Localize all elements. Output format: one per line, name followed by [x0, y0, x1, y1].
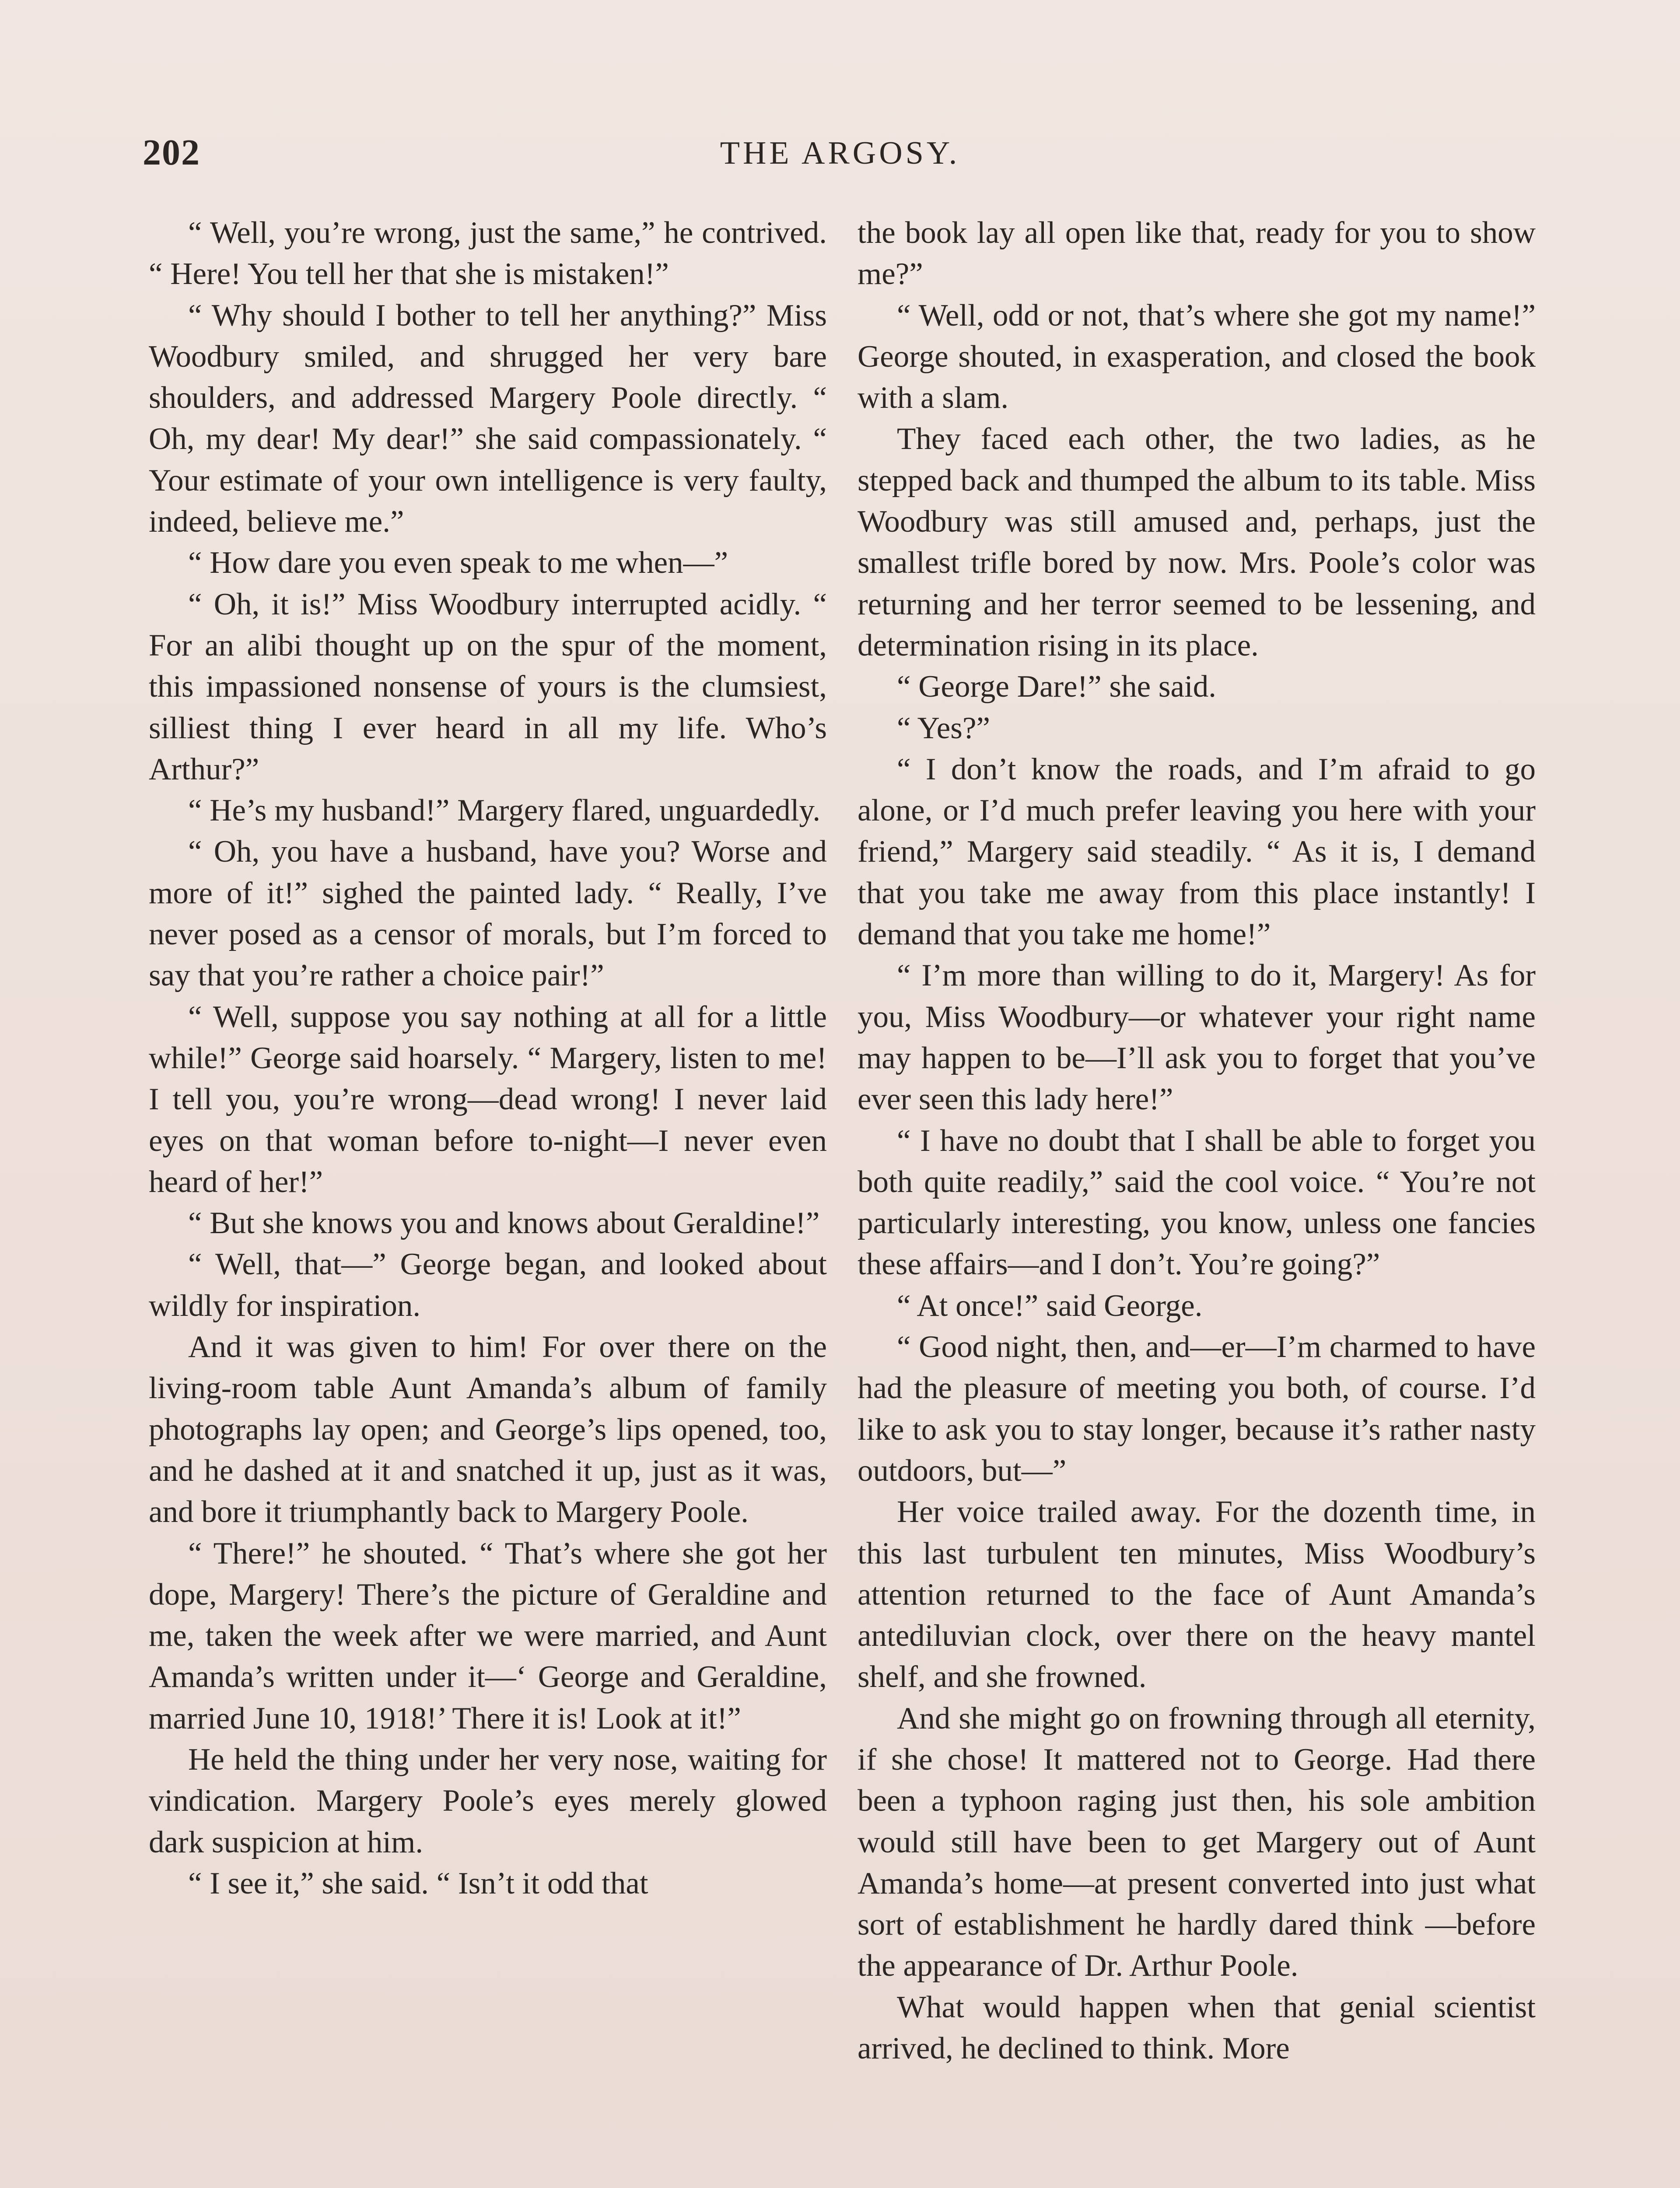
paragraph: “ Well, suppose you say nothing at all for a little while!” George said hoarsely. “ Margery, listen to me! I tell you, you’re wrong—dead wrong! I never laid eyes on that woman before to-night—I never even heard of her!”: [149, 999, 827, 1199]
paragraph: “ Yes?”: [897, 711, 990, 745]
paragraph: “ Well, that—” George began, and looked about wildly for inspiration.: [149, 1247, 827, 1323]
paragraph: “ He’s my husband!” Margery flared, unguardedly.: [188, 793, 821, 828]
left-text-column: [149, 212, 827, 2188]
paragraph: “ Oh, it is!” Miss Woodbury interrupted acidly. “ For an alibi thought up on the spur of the moment, this impassioned nonsense of yours is the clumsiest, silliest thing I ever heard in all my life. Who’s Arthur?”: [149, 587, 827, 786]
paragraph: And she might go on frowning through all eternity, if she chose! It mattered not to George. Had there been a typhoon raging just then, his sole ambition would still have been to get Margery out of Aunt Amanda’s home—at present converted into just what sort of establishment he hardly dared think —before the appearance of Dr. Arthur Poole.: [858, 1701, 1536, 1983]
paragraph: “ I have no doubt that I shall be able to forget you both quite readily,” said the cool voice. “ You’re not particularly interesting, you know, unless one fancies these affairs—and I don’t. You’re going?”: [858, 1123, 1536, 1282]
paragraph: “ Well, odd or not, that’s where she got my name!” George shouted, in exasperation, and closed the book with a slam.: [858, 298, 1536, 415]
paragraph: “ I don’t know the roads, and I’m afraid to go alone, or I’d much prefer leaving you here with your friend,” Margery said steadily. “ As it is, I demand that you take me away from this place instantly! I demand that you take me home!”: [858, 752, 1536, 952]
paragraph: “ How dare you even speak to me when—”: [188, 546, 728, 580]
paragraph: “ At once!” said George.: [897, 1288, 1203, 1323]
paragraph: “ Good night, then, and—er—I’m charmed to have had the pleasure of meeting you both, of course. I’d like to ask you to stay longer, because it’s rather nasty outdoors, but—”: [858, 1330, 1536, 1488]
paragraph: “ George Dare!” she said.: [897, 670, 1217, 704]
paragraph: What would happen when that genial scientist arrived, he declined to think. More: [858, 1990, 1536, 2066]
magazine-title: THE ARGOSY.: [720, 135, 960, 171]
paragraph: “ Why should I bother to tell her anything?” Miss Woodbury smiled, and shrugged her very bare shoulders, and addressed Margery Poole directly. “ Oh, my dear! My dear!” she said compassionately. “ Your estimate of your own intelligence is very faulty, indeed, believe me.”: [149, 298, 827, 539]
paragraph: “ I’m more than willing to do it, Margery! As for you, Miss Woodbury—or whatever your right name may happen to be—I’ll ask you to forget that you’ve ever seen this lady here!”: [858, 958, 1536, 1117]
paragraph: He held the thing under her very nose, waiting for vindication. Margery Poole’s eyes merely glowed dark suspicion at him.: [149, 1742, 827, 1859]
paragraph: “ There!” he shouted. “ That’s where she got her dope, Margery! There’s the picture of Geraldine and me, taken the week after we were married, and Aunt Amanda’s written under it—‘ George and Geraldine, married June 10, 1918!’ There it is! Look at it!”: [149, 1536, 827, 1736]
paragraph: “ Well, you’re wrong, just the same,” he contrived. “ Here! You tell her that she is mistaken!”: [149, 216, 827, 291]
paragraph: “ But she knows you and knows about Geraldine!”: [188, 1206, 820, 1241]
right-text-column: [858, 212, 1536, 2188]
paragraph: And it was given to him! For over there on the living-room table Aunt Amanda’s album of family photographs lay open; and George’s lips opened, too, and he dashed at it and snatched it up, just as it was, and bore it triumphantly back to Margery Poole.: [149, 1330, 827, 1529]
paragraph: They faced each other, the two ladies, as he stepped back and thumped the album to its table. Miss Woodbury was still amused and, perhaps, just the smallest trifle bored by now. Mrs. Poole’s color was returning and her terror seemed to be lessening, and determination rising in its place.: [858, 422, 1536, 663]
paragraph: “ Oh, you have a husband, have you? Worse and more of it!” sighed the painted lady. “ Really, I’ve never posed as a censor of morals, but I’m forced to say that you’re rather a choice pair!”: [149, 835, 827, 993]
paragraph: “ I see it,” she said. “ Isn’t it odd that: [188, 1866, 648, 1900]
paragraph: Her voice trailed away. For the dozenth time, in this last turbulent ten minutes, Miss Woodbury’s attention returned to the face of Aunt Amanda’s antediluvian clock, over there on the heavy mantel shelf, and she frowned.: [858, 1495, 1536, 1694]
page-number: 202: [143, 132, 200, 173]
running-head: [0, 131, 1680, 184]
paragraph: the book lay all open like that, ready for you to show me?”: [858, 216, 1536, 291]
